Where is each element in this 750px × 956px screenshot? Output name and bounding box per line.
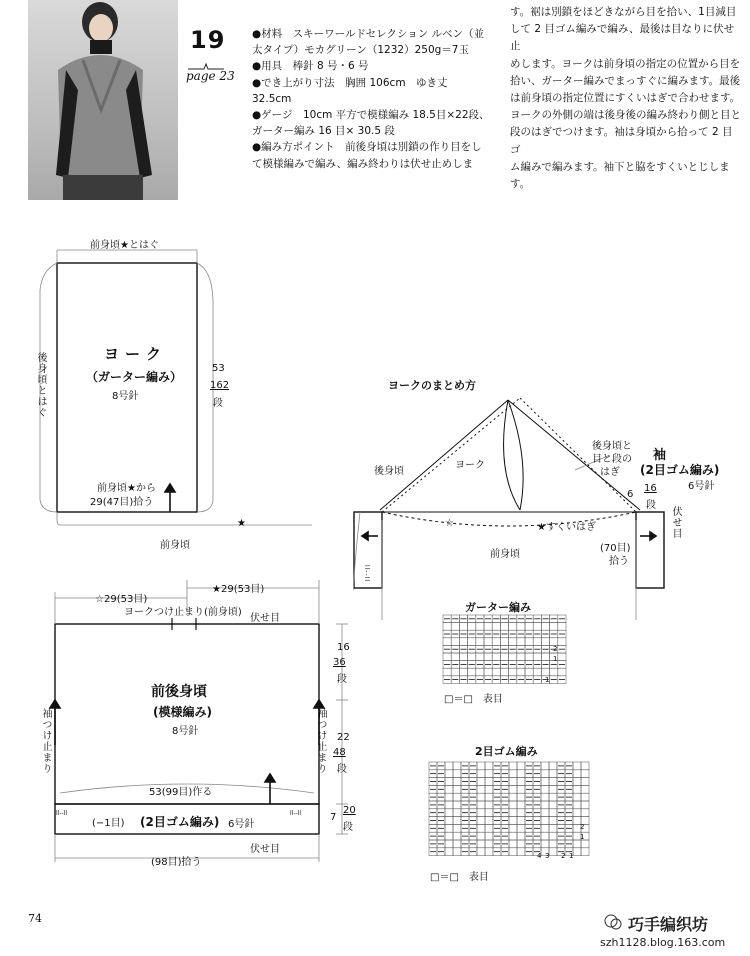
grid-cell — [484, 623, 492, 631]
body-cast-on: 53(99目)作る — [149, 787, 213, 798]
yoke-needle: 8号針 — [112, 391, 139, 402]
body-bind-off-bottom: 伏せ目 — [250, 844, 280, 855]
grid-cell — [573, 770, 581, 778]
side-label-left: 袖つけ止まり — [40, 708, 51, 774]
sleeve-needle: 6号針 — [688, 481, 715, 492]
grid-cell — [517, 817, 525, 825]
grid-cell — [541, 653, 549, 661]
grid-cell — [549, 770, 557, 778]
grid-cell — [573, 809, 581, 817]
grid-cell — [581, 762, 589, 770]
grid-cell — [445, 817, 453, 825]
grid-cell — [500, 668, 508, 676]
grid-cell — [445, 832, 453, 840]
grid-cell — [549, 801, 557, 809]
grid-cell — [581, 770, 589, 778]
grid-cell — [509, 623, 517, 631]
grid-cell — [549, 848, 557, 856]
assembly-yoke-label: ヨーク — [455, 460, 485, 471]
grid-cell — [549, 824, 557, 832]
grid-cell — [477, 785, 485, 793]
grid-cell — [533, 638, 541, 646]
grid-cell — [453, 809, 461, 817]
grid-cell — [485, 824, 493, 832]
grid-cell — [549, 778, 557, 786]
sleeve-bind-off: 伏せ目 — [670, 506, 681, 539]
body-rib: (2目ゴム編み) — [140, 815, 220, 829]
grid-cell — [468, 653, 476, 661]
body-needle: 8号針 — [172, 726, 199, 737]
grid-cell — [492, 668, 500, 676]
yoke-pickup: 29(47目)拾う — [90, 497, 154, 508]
garter-row-label: 1 — [553, 655, 558, 663]
grid-cell — [492, 638, 500, 646]
grid-cell — [459, 653, 467, 661]
grid-cell — [484, 638, 492, 646]
spec-line: て模様編みで編み、編み終わりは伏せ止めしま — [252, 157, 474, 170]
yoke-pickup-from: 前身頃★から — [97, 483, 156, 494]
yoke-title: ヨーク — [104, 345, 168, 363]
yoke-height-unit: 段 — [213, 398, 223, 409]
grid-cell — [443, 653, 451, 661]
grid-cell — [485, 832, 493, 840]
grid-cell — [509, 762, 517, 770]
grid-cell — [509, 832, 517, 840]
grid-cell — [509, 801, 517, 809]
grid-cell — [476, 638, 484, 646]
grid-cell — [485, 840, 493, 848]
spec-line: ●用具 棒針 8 号・6 号 — [252, 60, 369, 73]
dim-r2-rows: 48 — [333, 747, 346, 758]
body-dim-right: ★29(53目) — [212, 584, 265, 595]
grid-cell — [517, 809, 525, 817]
body-bind-off-top: 伏せ目 — [250, 613, 280, 624]
grid-cell — [573, 848, 581, 856]
body-line: 段のはぎでつけます。袖は身頃から拾って 2 目ゴ — [510, 126, 733, 156]
sleeve-unit: 段 — [646, 500, 656, 511]
grid-cell — [541, 785, 549, 793]
rib-chart-title: 2目ゴム編み — [475, 745, 538, 758]
spec-line: ●ゲージ 10cm 平方で模様編み 18.5目×22段、 — [252, 109, 490, 122]
grid-cell — [451, 638, 459, 646]
body-pickup-bottom: (98目)拾う — [151, 857, 202, 868]
grid-cell — [525, 668, 533, 676]
grid-cell — [581, 793, 589, 801]
grid-cell — [509, 785, 517, 793]
grid-cell — [581, 785, 589, 793]
rib-marks: ll‑‑ll — [56, 810, 67, 817]
grid-cell — [549, 840, 557, 848]
yoke-height-cm: 53 — [212, 363, 225, 374]
rib-legend: □＝□ 表目 — [430, 872, 489, 883]
grid-cell — [451, 653, 459, 661]
grid-cell — [541, 623, 549, 631]
grid-cell — [541, 668, 549, 676]
pattern-number: 19 — [190, 26, 226, 54]
grid-cell — [443, 638, 451, 646]
grid-cell — [445, 801, 453, 809]
grid-cell — [541, 770, 549, 778]
grid-cell — [453, 793, 461, 801]
body-stitch: (模様編み) — [153, 705, 212, 719]
yoke-bottom-star: ★ — [237, 518, 246, 529]
grid-cell — [517, 770, 525, 778]
grid-cell — [485, 793, 493, 801]
grid-cell — [477, 762, 485, 770]
grid-cell — [443, 668, 451, 676]
sleeve-stitch: (2目ゴム編み) — [640, 463, 720, 477]
rib-col-label: 3 — [545, 852, 550, 860]
page-reference: page 23 — [186, 69, 235, 83]
dim-unit: 段 — [337, 764, 347, 775]
grid-cell — [549, 762, 557, 770]
body-line: ヨークの外側の端は後身後の編み終わり側と目と — [510, 109, 741, 122]
grid-cell — [492, 653, 500, 661]
body-dec: (−1目) — [92, 818, 125, 829]
grid-cell — [549, 785, 557, 793]
grid-cell — [509, 638, 517, 646]
grid-cell — [541, 801, 549, 809]
grid-cell — [500, 623, 508, 631]
body-line: は前身頃の指定位置にすくいはぎで合わせます。 — [510, 92, 741, 105]
grid-cell — [453, 770, 461, 778]
grid-cell — [573, 801, 581, 809]
grid-cell — [477, 817, 485, 825]
grid-cell — [459, 668, 467, 676]
grid-cell — [476, 668, 484, 676]
grid-cell — [500, 638, 508, 646]
yoke-top-label: 前身頃★とはぐ — [90, 240, 159, 251]
rib-marks: ll‑‑ll — [290, 810, 301, 817]
grid-cell — [477, 801, 485, 809]
grid-cell — [453, 817, 461, 825]
assembly-back-label: 後身頃 — [374, 466, 404, 477]
assembly-join-note: はぎ — [600, 467, 620, 478]
grid-cell — [453, 824, 461, 832]
grid-cell — [445, 809, 453, 817]
grid-cell — [453, 778, 461, 786]
yoke-height-rows: 162 — [210, 380, 230, 391]
page-number: 74 — [28, 912, 42, 925]
grid-cell — [581, 778, 589, 786]
grid-cell — [549, 817, 557, 825]
body-line: す。裾は別鎖をほどきながら目を拾い、1目減目 — [510, 6, 737, 18]
grid-cell — [558, 668, 566, 676]
grid-cell — [541, 832, 549, 840]
grid-cell — [517, 832, 525, 840]
body-dim-left: ☆29(53目) — [95, 594, 148, 605]
dim-r1-rows: 36 — [333, 657, 346, 668]
grid-cell — [550, 623, 558, 631]
grid-cell — [477, 770, 485, 778]
yoke-stitch: （ガーター編み） — [86, 370, 183, 384]
grid-cell — [485, 801, 493, 809]
yoke-left-label: 後身頃とはぐ — [35, 352, 46, 418]
grid-cell — [541, 840, 549, 848]
grid-cell — [549, 793, 557, 801]
grid-cell — [477, 840, 485, 848]
grid-cell — [541, 793, 549, 801]
grid-cell — [477, 848, 485, 856]
grid-cell — [445, 762, 453, 770]
grid-cell — [517, 824, 525, 832]
grid-cell — [500, 653, 508, 661]
grid-cell — [549, 809, 557, 817]
grid-cell — [541, 824, 549, 832]
grid-cell — [443, 623, 451, 631]
dim-unit: 段 — [343, 822, 353, 833]
sleeve-pickup: (70目) — [600, 543, 631, 554]
grid-cell — [509, 668, 517, 676]
grid-cell — [485, 817, 493, 825]
grid-cell — [533, 653, 541, 661]
dim-r2-cm: 22 — [337, 732, 350, 743]
body-line: して 2 目ゴム編みで編み、最後は目なりに伏せ止 — [510, 23, 734, 53]
grid-cell — [492, 623, 500, 631]
spec-line: ●編み方ポイント 前後身頃は別鎖の作り目をし — [252, 141, 482, 154]
side-label-right: 袖つけ止まり — [315, 708, 326, 774]
grid-cell — [558, 638, 566, 646]
grid-cell — [573, 778, 581, 786]
grid-cell — [485, 770, 493, 778]
assembly-star-join: ★すくいはぎ — [537, 522, 596, 533]
grid-cell — [541, 762, 549, 770]
sleeve-rows: 16 — [644, 483, 657, 494]
grid-cell — [541, 638, 549, 646]
assembly-join-note: 目と段の — [592, 454, 632, 465]
sleeve-cm: 6 — [627, 489, 634, 500]
body-line: 拾い、ガーター編みでまっすぐに編みます。最後 — [510, 74, 741, 87]
dim-unit: 段 — [337, 674, 347, 685]
grid-cell — [484, 653, 492, 661]
yoke-stop-label: ヨークつけ止まり(前身頃) — [124, 607, 242, 618]
spec-line: ●でき上がり寸法 胸囲 106cm ゆき丈 — [252, 76, 448, 89]
grid-cell — [459, 638, 467, 646]
grid-cell — [477, 778, 485, 786]
yoke-bottom-label: 前身頃 — [160, 540, 190, 551]
grid-cell — [445, 824, 453, 832]
rib-row-label: 1 — [580, 833, 585, 841]
grid-cell — [453, 762, 461, 770]
grid-cell — [485, 778, 493, 786]
grid-cell — [573, 785, 581, 793]
grid-cell — [509, 778, 517, 786]
dim-r3-rows: 20 — [343, 805, 356, 816]
spec-line: 32.5cm — [252, 92, 292, 105]
grid-cell — [453, 848, 461, 856]
grid-cell — [468, 668, 476, 676]
grid-cell — [517, 840, 525, 848]
garter-row-label: 2 — [553, 645, 558, 653]
right-sleeve — [636, 512, 664, 588]
grid-cell — [453, 785, 461, 793]
grid-cell — [525, 638, 533, 646]
grid-cell — [445, 785, 453, 793]
assembly-join-note: 後身頃と — [592, 441, 632, 452]
grid-cell — [517, 778, 525, 786]
grid-cell — [509, 653, 517, 661]
grid-cell — [509, 809, 517, 817]
body-rib-needle: 6号針 — [228, 819, 255, 830]
body-line: めします。ヨークは前身頃の指定の位置から目を — [510, 57, 741, 70]
assembly-front-label: 前身頃 — [490, 549, 520, 560]
grid-cell — [485, 785, 493, 793]
grid-cell — [509, 840, 517, 848]
rib-chart — [428, 761, 592, 865]
grid-cell — [549, 832, 557, 840]
grid-cell — [445, 778, 453, 786]
grid-cell — [541, 778, 549, 786]
grid-cell — [533, 623, 541, 631]
grid-cell — [541, 817, 549, 825]
watermark-url: szh1128.blog.163.com — [600, 936, 726, 949]
grid-cell — [573, 840, 581, 848]
grid-cell — [453, 840, 461, 848]
grid-cell — [581, 848, 589, 856]
sleeve-pickup: 拾う — [609, 556, 629, 567]
sleeve-title: 袖 — [653, 448, 667, 463]
grid-cell — [451, 623, 459, 631]
assembly-title: ヨークのまとめ方 — [388, 379, 476, 392]
grid-cell — [517, 801, 525, 809]
grid-cell — [550, 668, 558, 676]
grid-cell — [581, 801, 589, 809]
grid-cell — [517, 623, 525, 631]
rib-row-label: 2 — [580, 823, 585, 831]
grid-cell — [477, 832, 485, 840]
grid-cell — [517, 785, 525, 793]
grid-cell — [477, 809, 485, 817]
sleeve-marks: ll‑‑ll — [363, 565, 370, 582]
grid-cell — [477, 824, 485, 832]
dim-r3-cm: 7 — [330, 812, 337, 823]
watermark-text: 巧手编织坊 — [628, 915, 709, 934]
grid-cell — [484, 668, 492, 676]
grid-cell — [445, 848, 453, 856]
grid-cell — [558, 623, 566, 631]
grid-cell — [453, 801, 461, 809]
grid-cell — [451, 668, 459, 676]
grid-cell — [517, 638, 525, 646]
grid-cell — [445, 793, 453, 801]
body-line: ム編みで編みます。袖下と脇をすくいとじします。 — [510, 160, 730, 191]
garter-chart-title: ガーター編み — [465, 601, 531, 614]
grid-cell — [573, 793, 581, 801]
rib-col-label: 1 — [569, 852, 574, 860]
grid-cell — [517, 668, 525, 676]
grid-cell — [477, 793, 485, 801]
grid-cell — [517, 653, 525, 661]
grid-cell — [581, 840, 589, 848]
rib-col-label: 2 — [561, 852, 566, 860]
grid-cell — [468, 638, 476, 646]
grid-cell — [525, 653, 533, 661]
grid-cell — [581, 809, 589, 817]
grid-cell — [445, 840, 453, 848]
spec-line: ガーター編み 16 目× 30.5 段 — [252, 125, 395, 138]
grid-cell — [573, 762, 581, 770]
grid-cell — [517, 793, 525, 801]
grid-cell — [476, 623, 484, 631]
assembly-star: ☆ — [445, 518, 454, 529]
grid-cell — [468, 623, 476, 631]
grid-cell — [533, 668, 541, 676]
grid-cell — [459, 623, 467, 631]
grid-cell — [509, 817, 517, 825]
body-title: 前後身頃 — [151, 684, 207, 700]
grid-cell — [453, 832, 461, 840]
spec-line: 太タイプ）モカグリーン（1232）250g＝7玉 — [252, 44, 469, 57]
garter-col-label: 1 — [545, 676, 550, 684]
grid-cell — [485, 762, 493, 770]
grid-cell — [485, 809, 493, 817]
grid-cell — [517, 762, 525, 770]
grid-cell — [509, 793, 517, 801]
garter-legend: □＝□ 表目 — [444, 694, 503, 705]
rib-col-label: 4 — [537, 852, 542, 860]
grid-cell — [509, 848, 517, 856]
grid-cell — [541, 809, 549, 817]
spec-line: ●材料 スキーワールドセレクション ルベン（並 — [252, 28, 485, 40]
grid-cell — [509, 824, 517, 832]
grid-cell — [517, 848, 525, 856]
grid-cell — [476, 653, 484, 661]
grid-cell — [485, 848, 493, 856]
grid-cell — [525, 623, 533, 631]
wechat-icon — [603, 912, 623, 932]
grid-cell — [509, 770, 517, 778]
garter-chart — [442, 614, 570, 690]
grid-cell — [445, 770, 453, 778]
grid-cell — [558, 653, 566, 661]
dim-r1-cm: 16 — [337, 642, 350, 653]
